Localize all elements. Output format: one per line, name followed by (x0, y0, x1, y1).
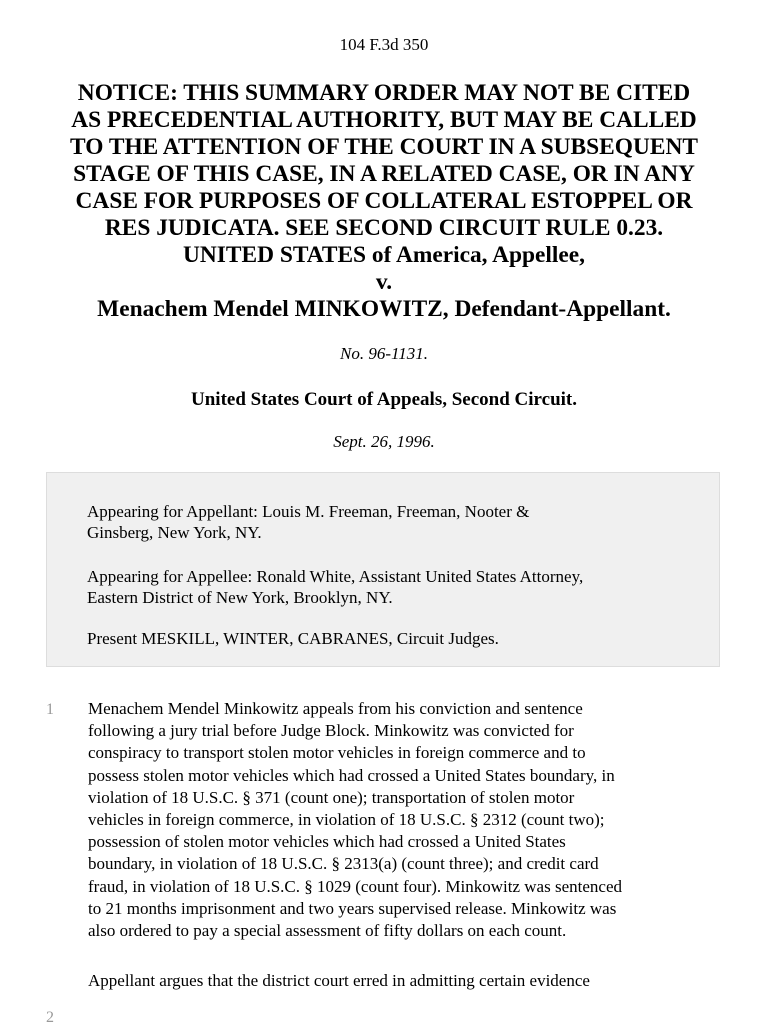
paragraph-line: violation of 18 U.S.C. § 371 (count one); transportation of stolen motor (88, 787, 575, 807)
appellee-counsel-line: Appearing for Appellee: Ronald White, Assistant United States Attorney, (87, 567, 584, 586)
paragraph-line: vehicles in foreign commerce, in violation of 18 U.S.C. § 2312 (count two); (88, 810, 605, 830)
citation: 104 F.3d 350 (339, 35, 429, 54)
notice-line: CASE FOR PURPOSES OF COLLATERAL ESTOPPEL OR (75, 188, 693, 214)
versus: v. (375, 269, 393, 295)
paragraph-line: Menachem Mendel Minkowitz appeals from his conviction and sentence (88, 699, 583, 718)
paragraph-line: fraud, in violation of 18 U.S.C. § 1029 (count four). Minkowitz was sentenced (88, 876, 622, 896)
notice-line: RES JUDICATA. SEE SECOND CIRCUIT RULE 0.23. (104, 215, 664, 241)
paragraph-line: Appellant argues that the district court erred in admitting certain evidence (88, 971, 590, 990)
notice-line: STAGE OF THIS CASE, IN A RELATED CASE, OR IN ANY (73, 161, 695, 187)
paragraph-number: 1 (46, 701, 54, 718)
paragraph (88, 970, 728, 992)
paragraph-line: possession of stolen motor vehicles which had crossed a United States (88, 832, 566, 852)
counsel-box (46, 472, 720, 667)
appellee-counsel-line: Eastern District of New York, Brooklyn, NY. (87, 588, 393, 607)
present-judges (87, 628, 697, 649)
paragraph-line: boundary, in violation of 18 U.S.C. § 2313(a) (count three); and credit card (88, 854, 599, 874)
docket-number: No. 96-1131. (340, 344, 428, 363)
case-caption (30, 80, 738, 323)
appellant-counsel (87, 501, 697, 543)
decision-date: Sept. 26, 1996. (333, 432, 435, 451)
present-judges-line: Present MESKILL, WINTER, CABRANES, Circuit Judges. (87, 629, 499, 648)
appellee-counsel (87, 566, 697, 608)
appellant-counsel-line: Ginsberg, New York, NY. (87, 523, 262, 542)
notice-line: TO THE ATTENTION OF THE COURT IN A SUBSEQUENT (70, 134, 698, 160)
paragraph-line: conspiracy to transport stolen motor vehicles in foreign commerce and to (88, 743, 586, 763)
paragraph (88, 698, 728, 942)
court-name: United States Court of Appeals, Second Circuit. (191, 389, 577, 410)
appellant-caption: Menachem Mendel MINKOWITZ, Defendant-Appellant. (97, 296, 671, 322)
appellant-counsel-line: Appearing for Appellant: Louis M. Freeman, Freeman, Nooter & (87, 502, 530, 521)
paragraph-line: to 21 months imprisonment and two years supervised release. Minkowitz was (88, 898, 617, 918)
paragraph-number: 2 (46, 1009, 54, 1026)
paragraph-line: also ordered to pay a special assessment of fifty dollars on each count. (88, 921, 567, 941)
paragraph-line: following a jury trial before Judge Block. Minkowitz was convicted for (88, 721, 574, 741)
paragraph-line: possess stolen motor vehicles which had crossed a United States boundary, in (88, 765, 615, 785)
notice-line: AS PRECEDENTIAL AUTHORITY, BUT MAY BE CALLED (71, 107, 697, 133)
appellee-caption: UNITED STATES of America, Appellee, (183, 242, 585, 268)
notice-line: NOTICE: THIS SUMMARY ORDER MAY NOT BE CITED (77, 80, 691, 106)
